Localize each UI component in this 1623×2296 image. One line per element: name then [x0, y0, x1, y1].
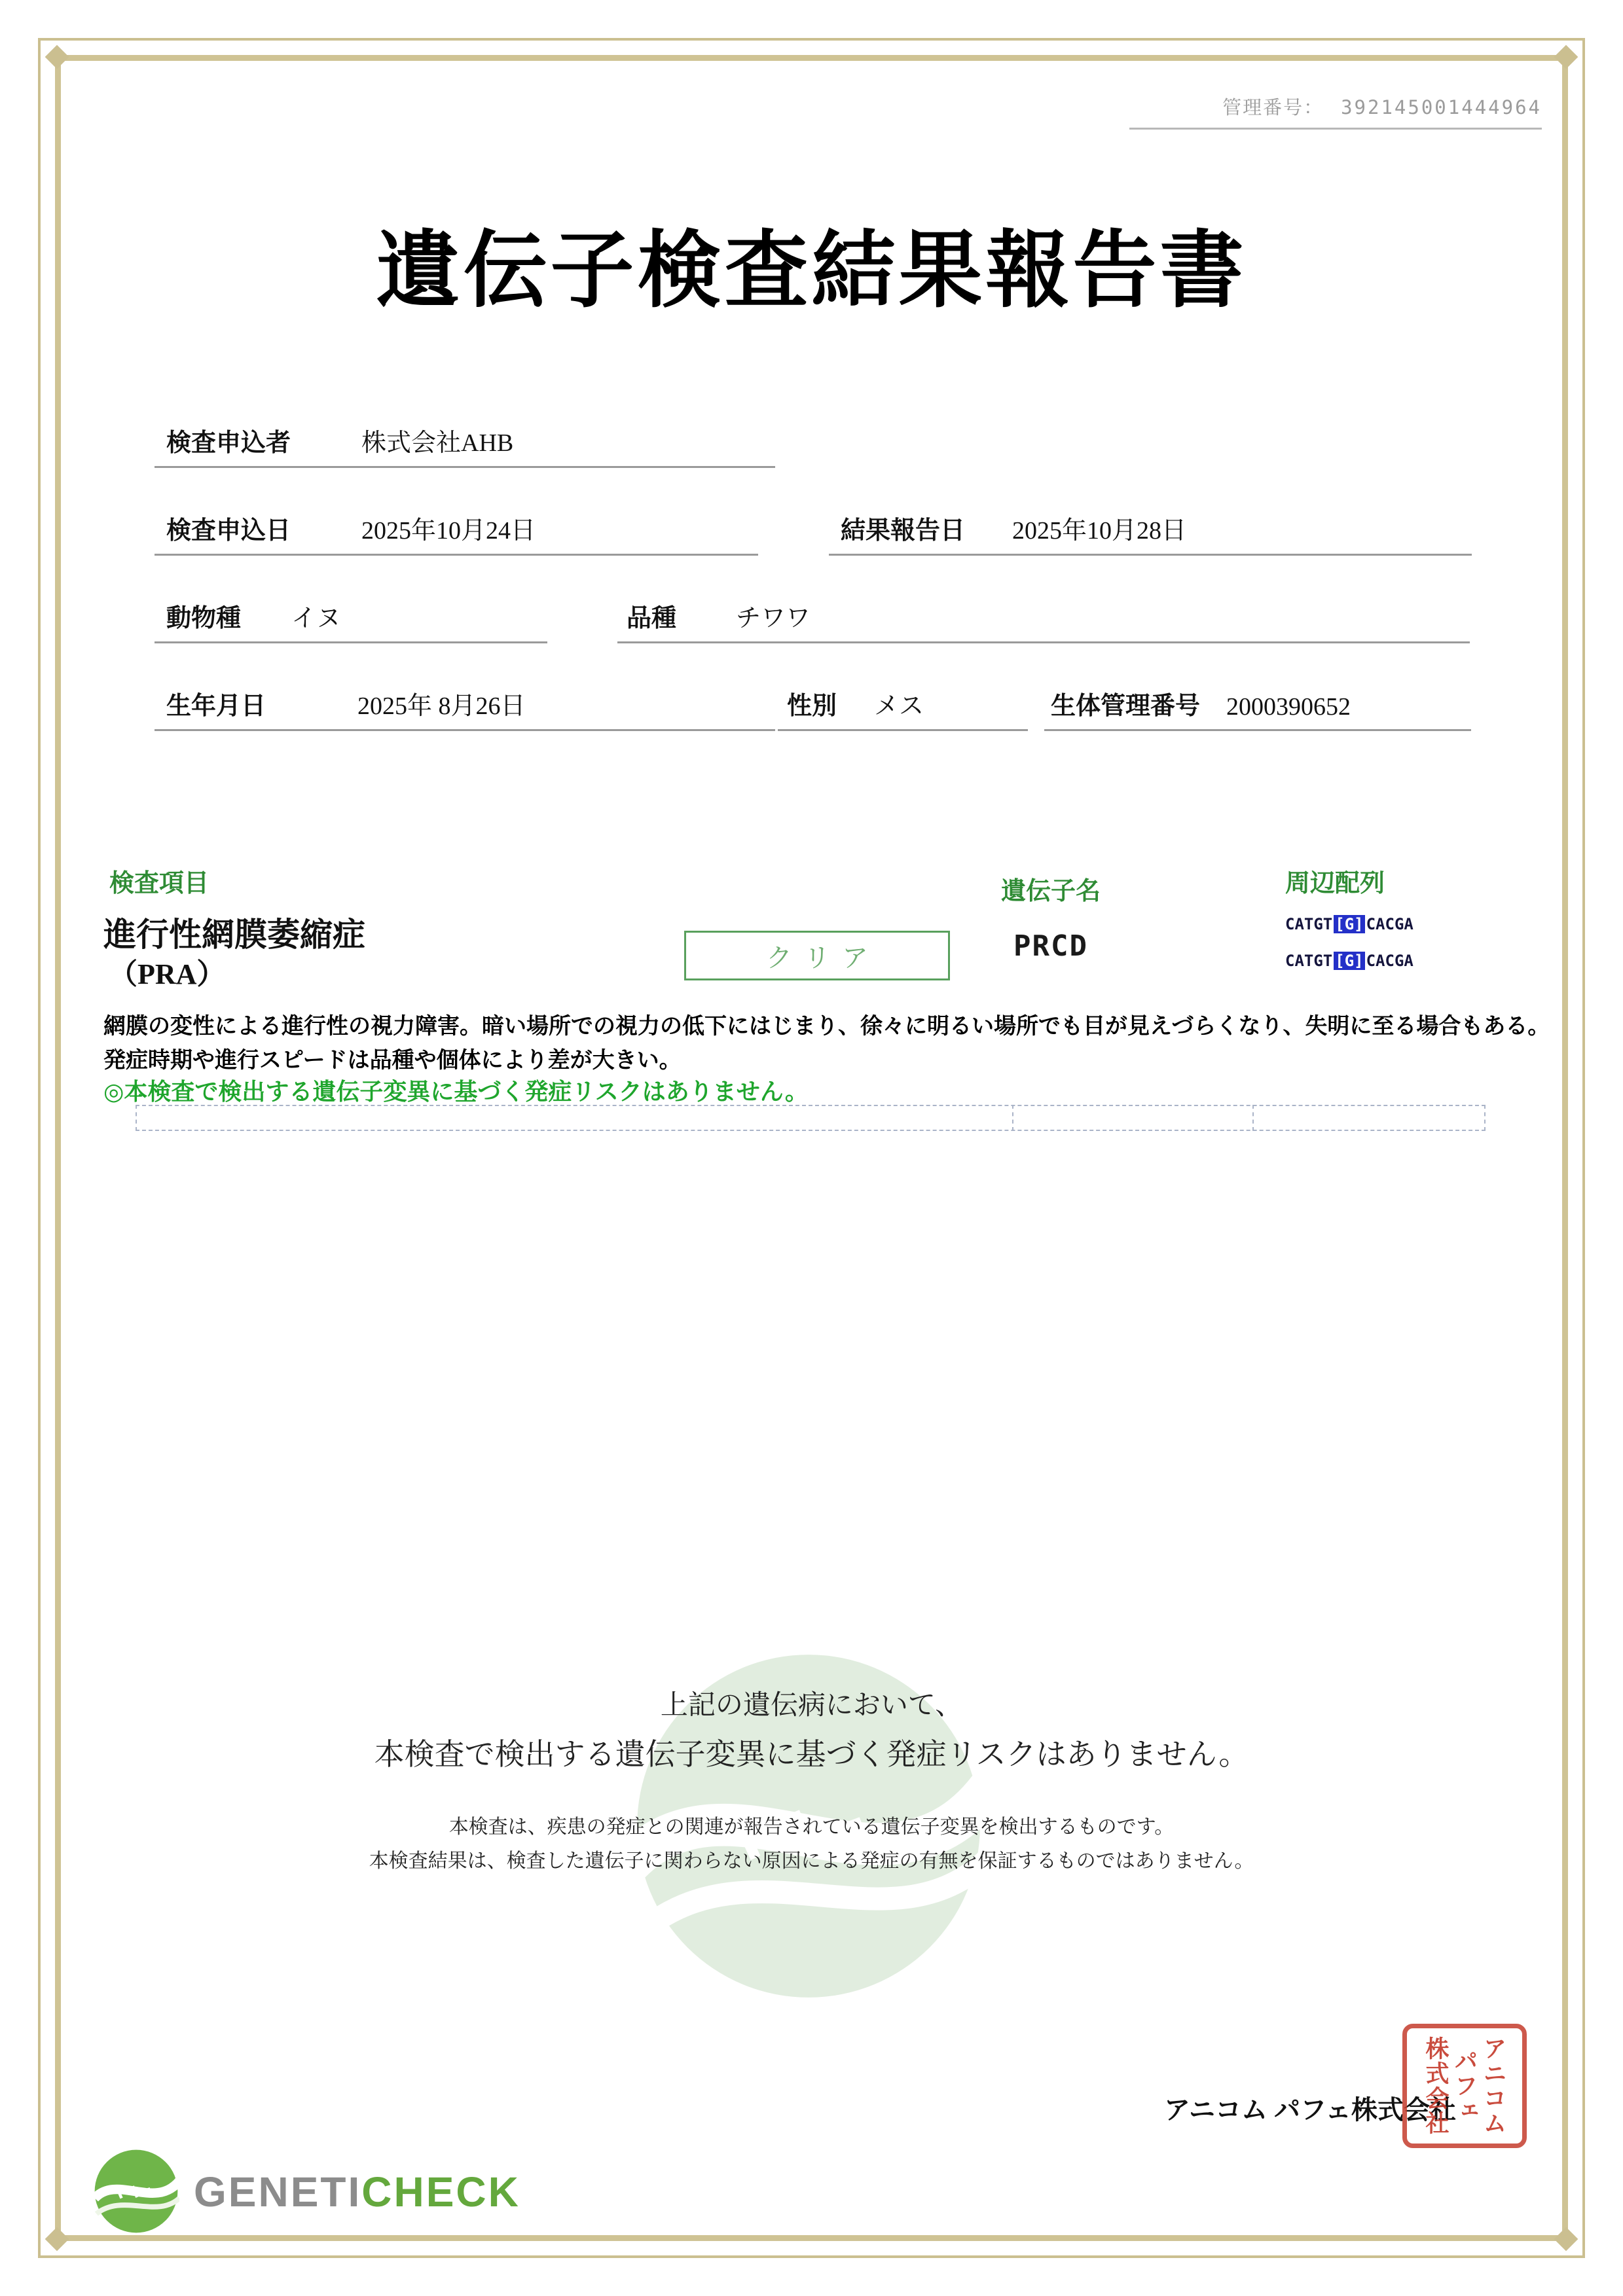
- field-sex: [778, 682, 1028, 731]
- result-value: クリア: [766, 942, 880, 973]
- page-title: 遺伝子検査結果報告書: [376, 224, 1247, 317]
- field-animal-id: [1044, 682, 1471, 731]
- empty-table-row: [136, 1105, 1486, 1131]
- animal-id-label: 生体管理番号: [1051, 692, 1201, 720]
- birth-date-value: 2025年 8月26日: [357, 692, 526, 720]
- company-seal-stamp: [1402, 2024, 1527, 2148]
- sequence-allele: [G]: [1335, 952, 1364, 970]
- sequence-suffix: CACGA: [1366, 915, 1413, 933]
- field-breed: [617, 594, 1470, 643]
- management-number: [1129, 93, 1542, 130]
- sex-value: メス: [874, 692, 924, 720]
- field-birth-date: [155, 682, 775, 731]
- sequence-prefix: CATGT: [1285, 952, 1333, 970]
- sequence-allele: [G]: [1335, 915, 1364, 933]
- report-date-value: 2025年10月28日: [1012, 517, 1187, 545]
- test-item-header: 検査項目: [109, 870, 210, 897]
- sequence-row: [1285, 952, 1413, 970]
- apply-date-value: 2025年10月24日: [361, 517, 536, 545]
- management-number-label: 管理番号：: [1222, 96, 1324, 118]
- risk-note: ◎本検査で検出する遺伝子変異に基づく発症リスクはありません。: [103, 1079, 809, 1105]
- seal-column: パフェ: [1451, 2049, 1478, 2123]
- breed-value: チワワ: [736, 605, 811, 632]
- breed-label: 品種: [627, 605, 677, 632]
- birth-date-label: 生年月日: [166, 692, 266, 720]
- summary-line2: 本検査で検出する遺伝子変異に基づく発症リスクはありません。: [374, 1737, 1249, 1771]
- applicant-value: 株式会社AHB: [361, 429, 514, 457]
- sequence-suffix: CACGA: [1366, 952, 1413, 970]
- species-label: 動物種: [166, 605, 242, 632]
- field-report-date: [829, 507, 1472, 556]
- logo-text-check: CHECK: [361, 2168, 520, 2215]
- disease-description-line1: 網膜の変性による進行性の視力障害。暗い場所での視力の低下にはじまり、徐々に明るい場所でも目が見えづらくなり、失明に至る場合もある。: [103, 1014, 1550, 1039]
- species-value: イヌ: [291, 605, 342, 632]
- summary-note2: 本検査結果は、検査した遺伝子に関わらない原因による発症の有無を保証するものではありません。: [369, 1850, 1254, 1872]
- result-box: [684, 931, 950, 980]
- empty-table-row-separator: [1012, 1105, 1013, 1131]
- frame-corner-ornament: [45, 2227, 69, 2251]
- gene-name-header: 遺伝子名: [1001, 878, 1101, 905]
- disease-name: 進行性網膜萎縮症: [103, 916, 365, 953]
- sequence-prefix: CATGT: [1285, 915, 1333, 933]
- empty-table-row-separator: [1252, 1105, 1254, 1131]
- field-applicant: [155, 419, 775, 468]
- seal-column: 株式会社: [1423, 2036, 1449, 2136]
- disease-description-line2: 発症時期や進行スピードは品種や個体により差が大きい。: [103, 1049, 682, 1073]
- sex-label: 性別: [787, 692, 837, 720]
- sequence-row: [1285, 915, 1413, 933]
- company-name: アニコム パフェ株式会社: [1164, 2095, 1456, 2125]
- animal-id-value: 2000390652: [1226, 693, 1351, 721]
- seal-column: アニコム: [1480, 2036, 1506, 2136]
- field-apply-date: [155, 507, 758, 556]
- frame-corner-ornament: [1554, 45, 1578, 69]
- management-number-value: 392145001444964: [1341, 96, 1542, 118]
- gene-name-value: PRCD: [1013, 929, 1088, 963]
- frame-corner-ornament: [45, 45, 69, 69]
- frame-corner-ornament: [1554, 2227, 1578, 2251]
- apply-date-label: 検査申込日: [166, 517, 291, 545]
- sequence-header: 周辺配列: [1285, 870, 1385, 897]
- applicant-label: 検査申込者: [166, 429, 291, 457]
- summary-note1: 本検査は、疾患の発症との関連が報告されている遺伝子変異を検出するものです。: [448, 1816, 1175, 1838]
- summary-line1: 上記の遺伝病において、: [660, 1689, 963, 1720]
- geneticheck-logo-text: [194, 2168, 520, 2216]
- logo-text-geneti: GENETI: [194, 2168, 362, 2215]
- disease-abbreviation: （PRA）: [109, 958, 226, 990]
- geneticheck-logo-icon: [93, 2148, 179, 2234]
- report-date-label: 結果報告日: [841, 517, 966, 545]
- field-species: [155, 594, 547, 643]
